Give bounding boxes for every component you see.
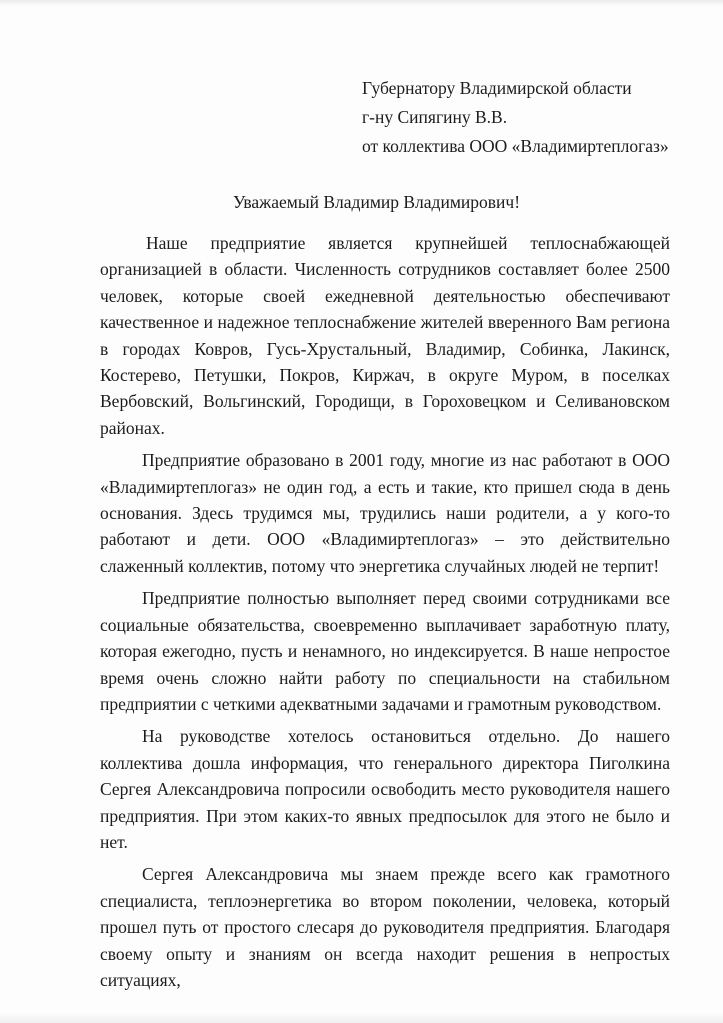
paragraph-2: Предприятие образовано в 2001 году, многие из нас работают в ООО «Владимиртеплогаз» не один год, а есть и такие, кто пришел сюда в день основания. Здесь трудимся мы, трудились наши родители, а у кого-то работают и дети. ООО «Владимиртеплогаз» – это действительно слаженный коллектив, потому что энергетика случайных людей не терпит!: [100, 450, 670, 576]
paragraph-5: Сергея Александровича мы знаем прежде всего как грамотного специалиста, теплоэнергетика во втором поколении, человека, который прошел путь от простого слесаря до руководителя предприятия. Благодаря своему опыту и знаниям он всегда находит решения в непростых ситуациях,: [100, 864, 670, 990]
paragraph-4: На руководстве хотелось остановиться отдельно. До нашего коллектива дошла информация, что генерального директора Пиголкина Сергея Александровича попросили освободить место руководителя нашего предприятия. При этом каких-то явных предпосылок для этого не было и нет.: [100, 726, 670, 852]
paragraph-1: Наше предприятие является крупнейшей теплоснабжающей организацией в области. Численность сотрудников составляет более 2500 человек, которые своей ежедневной деятельностью обеспечивают качественное и надежное теплоснабжение жителей вверенного Вам региона в городах Ковров, Гусь-Хрустальный, Владимир, Собинка, Лакинск, Костерево, Петушки, Покров, Киржач, в округе Муром, в поселках Вербовский, Вольгинский, Городищи, в Гороховецком и Селивановском районах.: [100, 233, 670, 438]
salutation: Уважаемый Владимир Владимирович!: [232, 192, 521, 212]
scan-bottom-edge: [0, 1013, 723, 1023]
addressee-line-from: от коллектива ООО «Владимиртеплогаз»: [362, 136, 669, 156]
letter-body: [100, 230, 670, 999]
addressee-line-name: г-ну Сипягину В.В.: [362, 107, 508, 127]
scan-top-edge: [0, 0, 723, 6]
addressee-line-governor: Губернатору Владимирской области: [362, 78, 632, 98]
addressee-block: [362, 74, 702, 161]
paragraph-3: Предприятие полностью выполняет перед своими сотрудниками все социальные обязательства, своевременно выплачивает заработную плату, которая ежегодно, пусть и ненамного, но индексируется. В наше непростое время очень сложно найти работу по специальности на стабильном предприятии с четкими адекватными задачами и грамотным руководством.: [100, 588, 670, 714]
